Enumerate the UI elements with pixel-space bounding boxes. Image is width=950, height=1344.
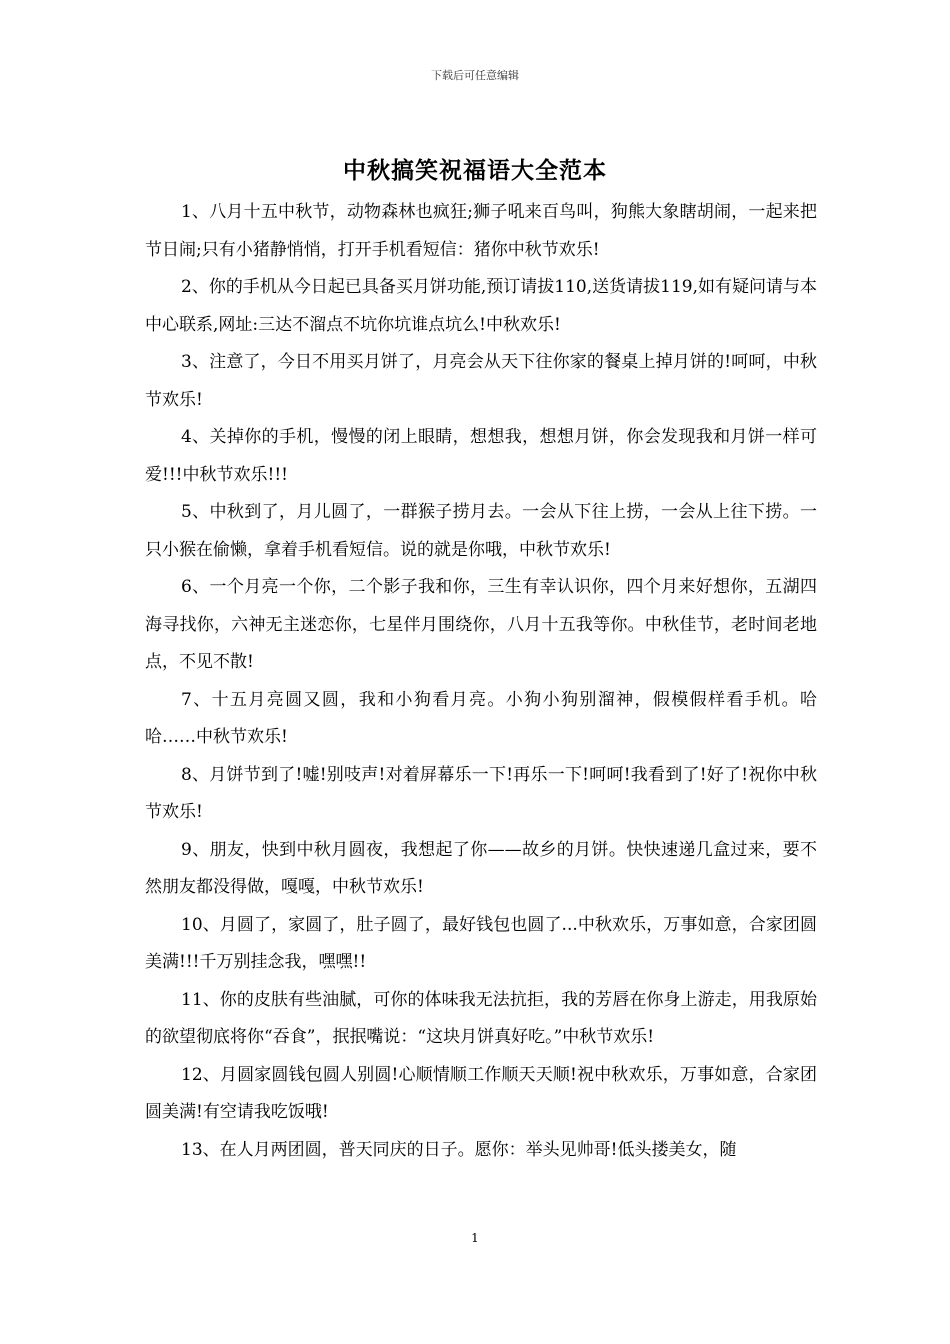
paragraph-3: 3、注意了，今日不用买月饼了，月亮会从天下往你家的餐桌上掉月饼的!呵呵，中秋节欢乐!: [145, 352, 817, 410]
document-body: [145, 194, 817, 1169]
paragraph-8: 8、月饼节到了!嘘!别吱声!对着屏幕乐一下!再乐一下!呵呵!我看到了!好了!祝你中秋节欢乐!: [145, 764, 817, 822]
paragraph-10: 10、月圆了，家圆了，肚子圆了，最好钱包也圆了...中秋欢乐，万事如意，合家团圆美满!!!千万别挂念我，嘿嘿!!: [145, 914, 817, 972]
header-note: 下载后可任意编辑: [431, 69, 519, 82]
paragraph-12: 12、月圆家圆钱包圆人别圆!心顺情顺工作顺天天顺!祝中秋欢乐，万事如意，合家团圆美满!有空请我吃饭哦!: [145, 1064, 817, 1122]
paragraph-5: 5、中秋到了，月儿圆了，一群猴子捞月去。一会从下往上捞，一会从上往下捞。一只小猴在偷懒，拿着手机看短信。说的就是你哦，中秋节欢乐!: [145, 502, 817, 560]
paragraph-2: 2、你的手机从今日起已具备买月饼功能,预订请拔110,送货请拔119,如有疑问请与本中心联系,网址:三达不溜点不坑你坑谁点坑么!中秋欢乐!: [145, 277, 817, 335]
paragraph-13: 13、在人月两团圆，普天同庆的日子。愿你：举头见帅哥!低头搂美女，随: [181, 1139, 737, 1160]
document-title: 中秋搞笑祝福语大全范本: [343, 158, 607, 184]
paragraph-9: 9、朋友，快到中秋月圆夜，我想起了你——故乡的月饼。快快速递几盒过来，要不然朋友都没得做，嘎嘎，中秋节欢乐!: [145, 839, 817, 897]
paragraph-11: 11、你的皮肤有些油腻，可你的体味我无法抗拒，我的芳唇在你身上游走，用我原始的欲望彻底将你“吞食”，抿抿嘴说：“这块月饼真好吃。”中秋节欢乐!: [145, 989, 817, 1047]
paragraph-7: 7、十五月亮圆又圆，我和小狗看月亮。小狗小狗别溜神，假模假样看手机。哈哈……中秋节欢乐!: [145, 689, 817, 747]
page-number: 1: [471, 1231, 479, 1245]
paragraph-4: 4、关掉你的手机，慢慢的闭上眼睛，想想我，想想月饼，你会发现我和月饼一样可爱!!!中秋节欢乐!!!: [145, 427, 817, 485]
paragraph-6: 6、一个月亮一个你，二个影子我和你，三生有幸认识你，四个月来好想你，五湖四海寻找你，六神无主迷恋你，七星伴月围绕你，八月十五我等你。中秋佳节，老时间老地点，不见不散!: [145, 577, 817, 672]
paragraph-1: 1、八月十五中秋节，动物森林也疯狂;狮子吼来百鸟叫，狗熊大象瞎胡闹，一起来把节日闹;只有小猪静悄悄，打开手机看短信：猪你中秋节欢乐!: [145, 202, 817, 260]
